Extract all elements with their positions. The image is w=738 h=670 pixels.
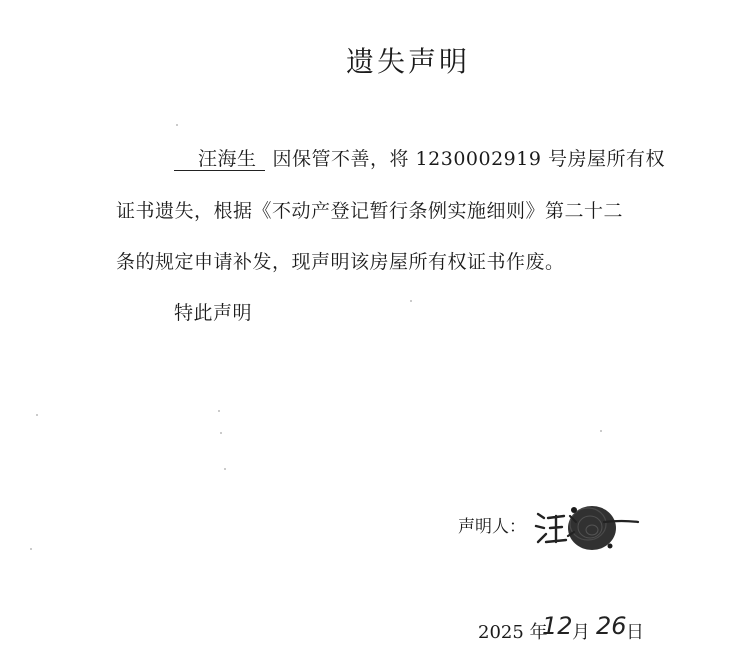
scan-speck [600,430,602,432]
date-month-label: 月 [572,622,590,643]
handwritten-signature-with-fingerprint [534,492,654,560]
statement-line-1 [174,144,665,171]
statement-line-3: 条的规定申请补发，现声明该房屋所有权证书作废。 [116,251,565,273]
date-area [478,610,678,650]
date-month-handwritten: 12 [542,612,573,640]
fingerprint-icon [568,506,616,550]
date-year: 2025 年 [478,622,548,643]
scan-speck [218,410,220,412]
date-day-handwritten: 26 [596,612,627,640]
signature-area [458,498,718,568]
scan-speck [220,432,222,434]
scan-speck [410,300,412,302]
document-title: 遗失声明 [346,45,471,78]
scan-speck [30,548,32,550]
closing-text: 特此声明 [174,302,253,324]
date-day-label: 日 [626,622,644,643]
declarant-name: 汪海生 [174,148,265,171]
statement-line-1-text: 因保管不善，将 1230002919 号房屋所有权 [272,148,665,170]
scan-speck [36,414,38,416]
scan-speck [224,468,226,470]
declarant-label: 声明人： [458,517,526,537]
scan-speck [176,124,178,126]
statement-line-2: 证书遗失，根据《不动产登记暂行条例实施细则》第二十二 [116,200,624,222]
